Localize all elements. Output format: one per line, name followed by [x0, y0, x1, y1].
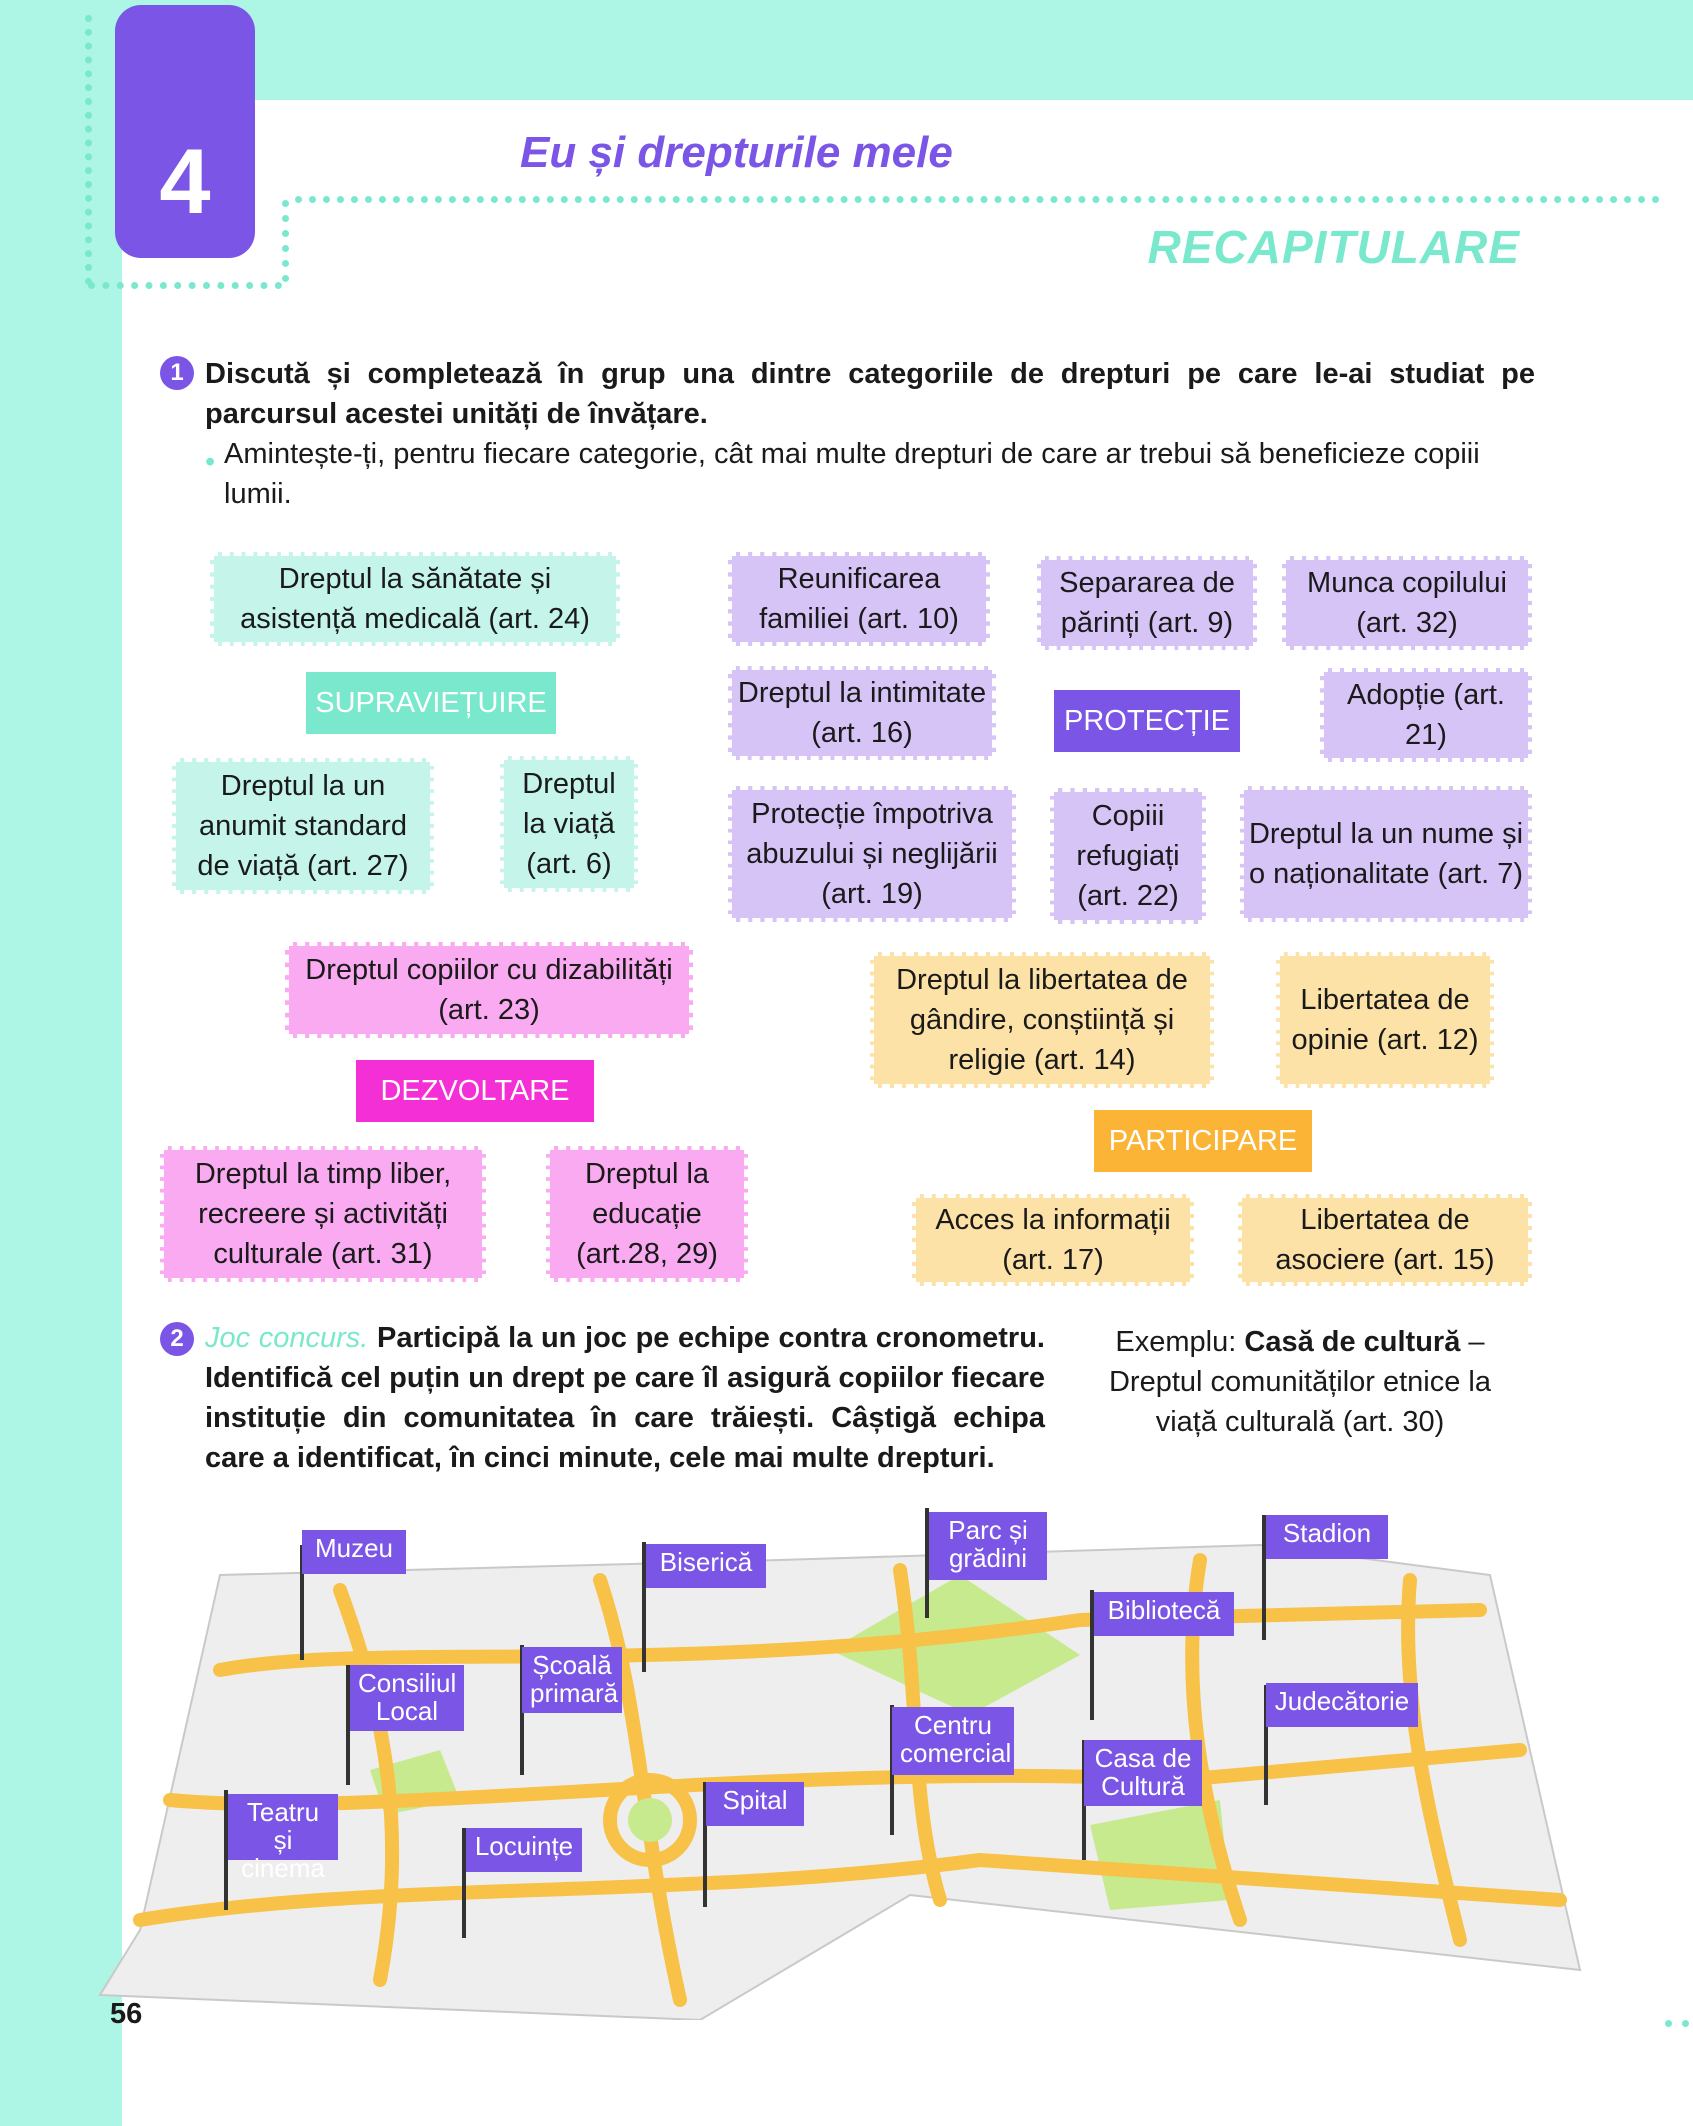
- exercise-2-number: 2: [160, 1322, 194, 1356]
- map-flag-scoala: Școală primară: [522, 1647, 622, 1713]
- dotted-rule: [295, 196, 1660, 203]
- dotted-rule-left: [85, 15, 92, 285]
- map-flag-consiliul: Consiliul Local: [350, 1665, 464, 1731]
- right-box: Dreptul la timp liber, recreere și activități culturale (art. 31): [160, 1146, 486, 1282]
- right-box: Acces la informații (art. 17): [912, 1194, 1194, 1286]
- map-flag-biserica: Biserică: [646, 1544, 766, 1588]
- dotted-rule-bottom: [88, 282, 282, 289]
- right-box: Dreptul la intimitate (art. 16): [728, 666, 996, 760]
- exercise-1-tip: Amintește-ți, pentru fiecare categorie, cât mai multe drepturi de care ar trebui să beneficieze copiii lumii.: [224, 438, 1480, 510]
- chapter-number: 4: [159, 131, 211, 233]
- right-box: Dreptul copiilor cu dizabilități (art. 23): [285, 942, 693, 1038]
- map-flag-locuinte: Locuințe: [466, 1828, 582, 1872]
- game-label: Joc concurs.: [205, 1322, 369, 1354]
- dotted-rule-vertical: [282, 200, 289, 282]
- exercise-1-number: 1: [160, 356, 194, 390]
- right-box: Adopție (art. 21): [1320, 668, 1532, 762]
- category-label-development: DEZVOLTARE: [356, 1060, 594, 1122]
- map-flag-casa-cultura: Casa de Cultură: [1084, 1740, 1202, 1806]
- unit-title: Eu și drepturile mele: [520, 128, 953, 177]
- page-number: 56: [110, 1998, 143, 2030]
- right-box: Protecție împotriva abuzului și neglijării (art. 19): [728, 786, 1016, 922]
- corner-dots: [1665, 2020, 1689, 2027]
- right-box: Copiii refugiați (art. 22): [1050, 788, 1206, 924]
- right-box: Libertatea de asociere (art. 15): [1238, 1194, 1532, 1286]
- exercise-1-instruction: Discută și completează în grup una dintre categoriile de drepturi pe care le-ai studiat pe parcursul acestei unități de învățare.: [205, 358, 1535, 430]
- right-box: Dreptul la libertatea de gândire, conștiință și religie (art. 14): [870, 952, 1214, 1088]
- bullet-icon: •: [205, 446, 216, 478]
- city-map: [80, 1500, 1620, 2020]
- map-flag-spital: Spital: [706, 1782, 804, 1826]
- category-label-participation: PARTICIPARE: [1094, 1110, 1312, 1172]
- map-flag-muzeu: Muzeu: [302, 1530, 406, 1574]
- map-flag-biblioteca: Bibliotecă: [1094, 1592, 1234, 1636]
- section-title: RECAPITULARE: [1147, 221, 1520, 273]
- category-label-protection: PROTECȚIE: [1054, 690, 1240, 752]
- map-flag-judecatorie: Judecătorie: [1266, 1683, 1418, 1727]
- category-label-survival: SUPRAVIEȚUIRE: [306, 672, 556, 734]
- right-box: Reunificarea familiei (art. 10): [728, 552, 990, 646]
- right-box: Dreptul la un nume și o naționalitate (art. 7): [1240, 786, 1532, 922]
- map-flag-stadion: Stadion: [1266, 1515, 1388, 1559]
- example-prefix: Exemplu:: [1115, 1326, 1237, 1358]
- exercise-2-text: [205, 1318, 1045, 1478]
- exercise-2-instruction-2: Câștigă echipa care a identificat, în cinci minute, cele mai multe drepturi.: [205, 1402, 1045, 1474]
- example-bold: Casă de cultură: [1244, 1326, 1461, 1358]
- example-rest: – Dreptul comunităților etnice la viață culturală (art. 30): [1108, 1326, 1491, 1438]
- example-text: [1080, 1322, 1520, 1442]
- right-box: Munca copilului (art. 32): [1282, 556, 1532, 650]
- right-box: Libertatea de opinie (art. 12): [1276, 952, 1494, 1088]
- map-flag-parc: Parc și grădini: [929, 1512, 1047, 1580]
- right-box: Separarea de părinți (art. 9): [1037, 556, 1257, 650]
- map-flag-teatru: Teatru și cinema: [228, 1794, 338, 1860]
- right-box: Dreptul la viață (art. 6): [500, 756, 638, 892]
- map-flag-centru: Centru comercial: [892, 1707, 1014, 1775]
- roundabout-center: [628, 1798, 672, 1842]
- right-box: Dreptul la un anumit standard de viață (art. 27): [172, 758, 434, 894]
- right-box: Dreptul la sănătate și asistență medicală (art. 24): [210, 552, 620, 646]
- exercise-2-instruction: Participă la un joc pe echipe contra cronometru. Identifică cel puțin un drept pe care îl asigură copiilor fiecare instituție din comunitatea în care trăiești.: [205, 1322, 1045, 1434]
- right-box: Dreptul la educație (art.28, 29): [546, 1146, 748, 1282]
